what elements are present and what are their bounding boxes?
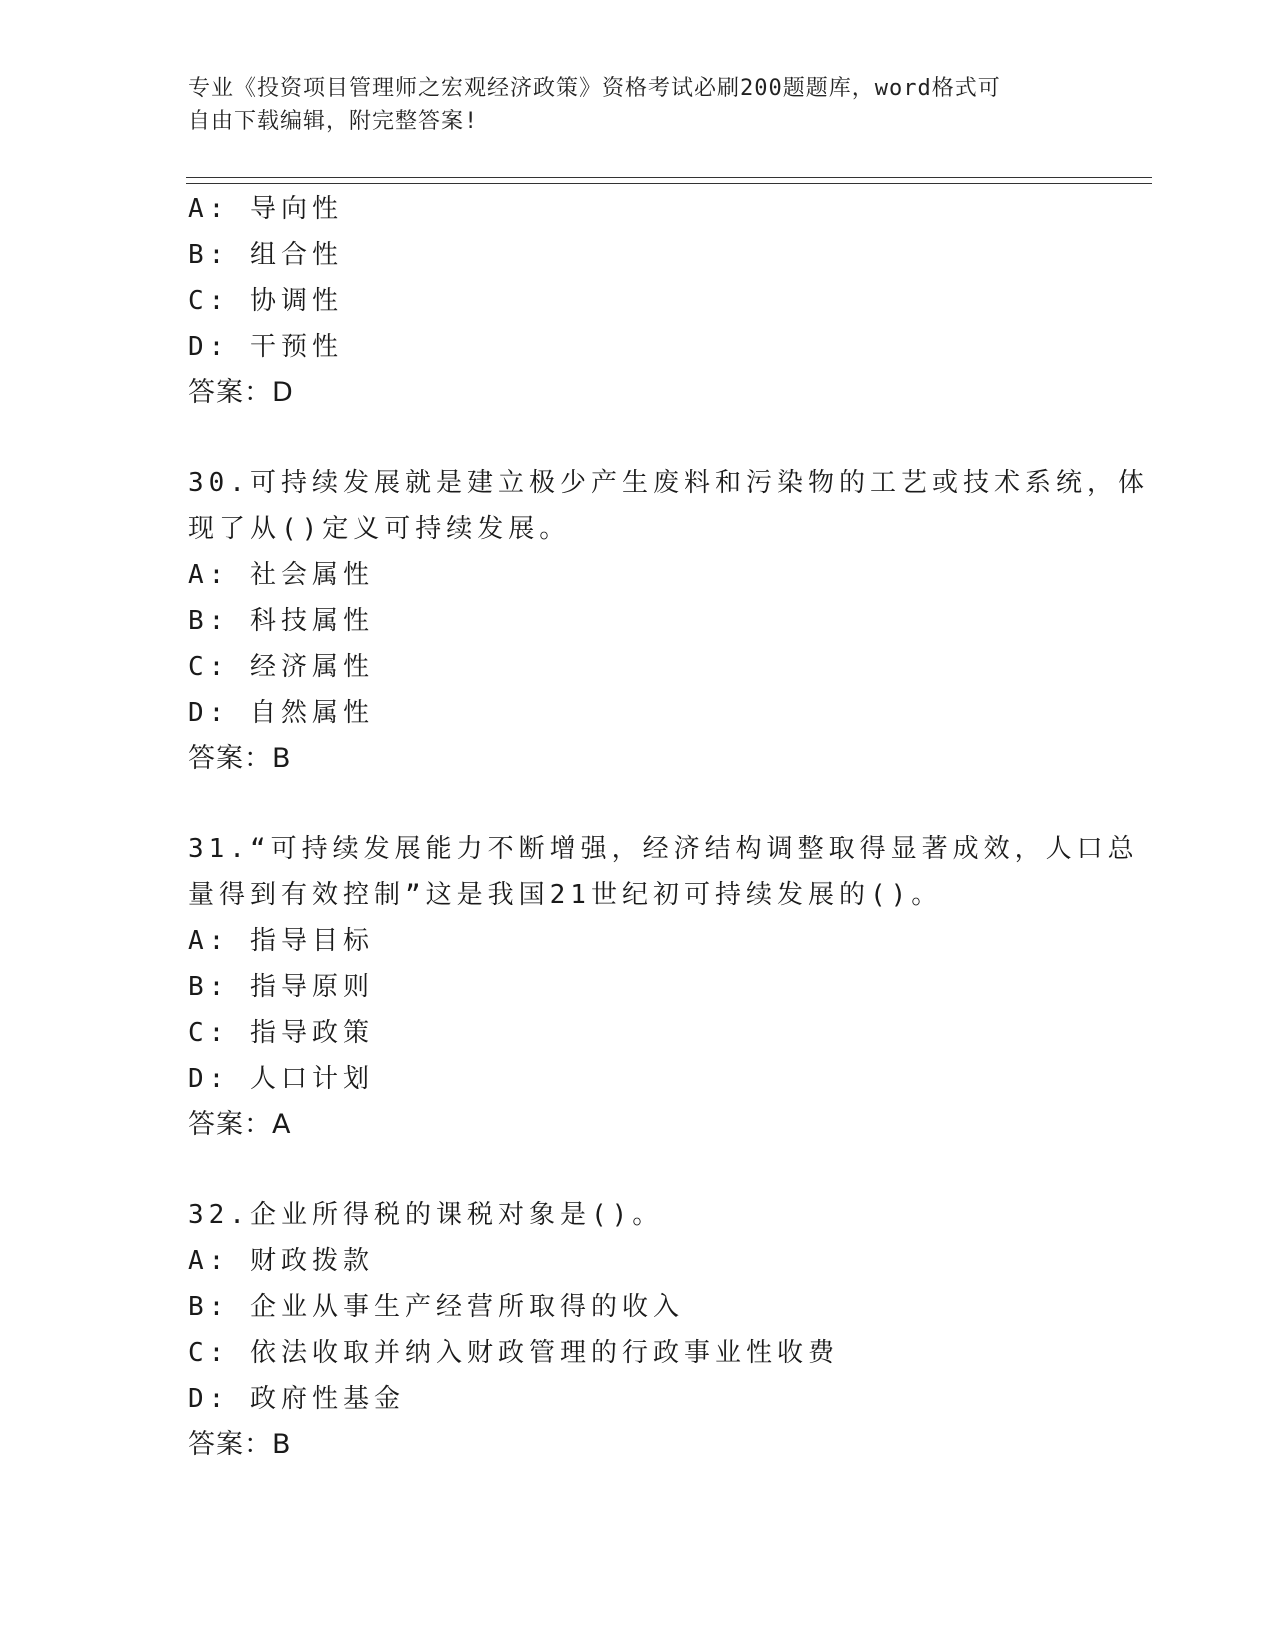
option-a: A: 导向性 <box>188 194 343 224</box>
option-b: B: 科技属性 <box>188 606 374 636</box>
option-d: D: 干预性 <box>188 332 343 362</box>
option-d: D: 自然属性 <box>188 698 374 728</box>
answer-line: 答案：B <box>188 743 292 774</box>
header-line-2: 自由下载编辑，附完整答案! <box>188 109 479 134</box>
header-line-1: 专业《投资项目管理师之宏观经济政策》资格考试必刷200题题库，word格式可 <box>188 76 1001 101</box>
question-text-line: 现了从()定义可持续发展。 <box>188 514 571 544</box>
question-text-line: 30.可持续发展就是建立极少产生废料和污染物的工艺或技术系统，体 <box>188 468 1149 498</box>
answer-line: 答案：A <box>188 1109 292 1140</box>
question-30 <box>188 460 1149 782</box>
header-rule-top <box>186 177 1152 178</box>
question-text-line: 31.“可持续发展能力不断增强，经济结构调整取得显著成效，人口总 <box>188 834 1139 864</box>
question-text-line: 量得到有效控制”这是我国21世纪初可持续发展的()。 <box>188 880 943 910</box>
option-a: A: 社会属性 <box>188 560 374 590</box>
option-b: B: 组合性 <box>188 240 343 270</box>
question-text-line: 32.企业所得税的课税对象是()。 <box>188 1200 664 1230</box>
header-rule-bottom <box>186 183 1152 184</box>
question-list <box>188 186 1149 1468</box>
document-header <box>188 72 1078 138</box>
option-d: D: 人口计划 <box>188 1064 374 1094</box>
option-a: A: 财政拨款 <box>188 1246 374 1276</box>
answer-line: 答案：D <box>188 377 294 408</box>
option-c: C: 经济属性 <box>188 652 374 682</box>
option-c: C: 依法收取并纳入财政管理的行政事业性收费 <box>188 1338 839 1368</box>
question-29-continued <box>188 186 1088 416</box>
option-c: C: 协调性 <box>188 286 343 316</box>
question-31 <box>188 826 1139 1148</box>
option-b: B: 企业从事生产经营所取得的收入 <box>188 1292 684 1322</box>
question-32 <box>188 1192 1088 1468</box>
option-d: D: 政府性基金 <box>188 1384 405 1414</box>
option-a: A: 指导目标 <box>188 926 374 956</box>
answer-line: 答案：B <box>188 1429 292 1460</box>
option-c: C: 指导政策 <box>188 1018 374 1048</box>
option-b: B: 指导原则 <box>188 972 374 1002</box>
